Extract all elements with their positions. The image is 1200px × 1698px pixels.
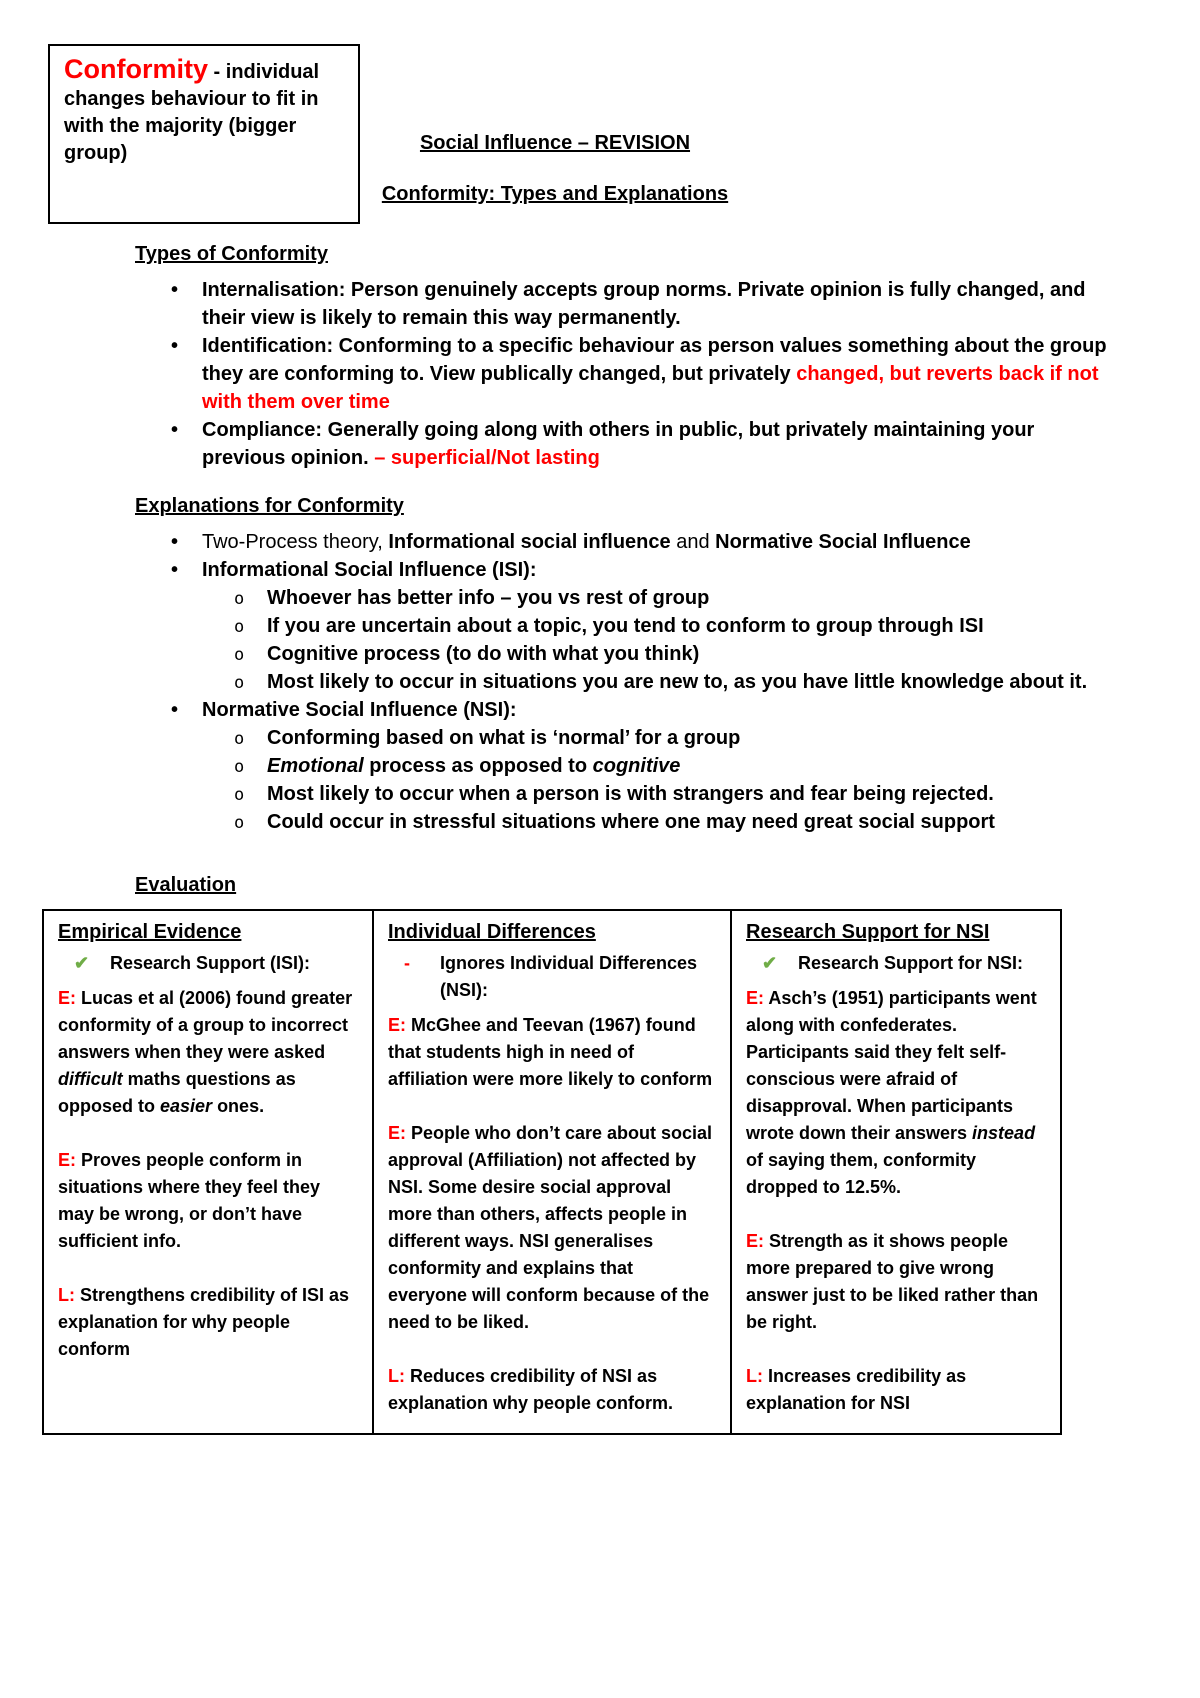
check-icon: ✔ [74,953,90,973]
cell-header: Empirical Evidence [58,921,242,943]
evidence-paragraph [388,1012,716,1093]
check-icon: ✔ [762,953,778,973]
headings-block [45,132,1065,206]
list-item [135,332,1120,416]
list-item [135,696,1120,836]
eval-cell-individual-differences [373,910,731,1434]
cell-bullet-label: Research Support for NSI: [798,953,1024,973]
point-text: McGhee and Teevan (1967) found that students high in need of affiliation were more likely to conform [388,1015,713,1089]
sub-list-item: o Conforming based on what is ‘normal’ for a group [202,724,1120,752]
intro-bold: Informational social influence [388,531,671,553]
cell-bullet-label: Research Support (ISI): [110,953,311,973]
sub-list-item: o Most likely to occur in situations you are new to, as you have little knowledge about it. [202,668,1120,696]
explanations-list [135,528,1120,836]
nsi-sublist [202,724,1120,836]
cell-bullet [58,950,358,977]
point-prefix: L: [746,1366,763,1386]
italic-word: Emotional [267,755,364,777]
list-item [135,556,1120,696]
point-text: Lucas et al (2006) found greater conformity of a group to incorrect answers when they were asked [58,988,353,1062]
term-text: Conforming to a specific behaviour as person values something about the group they are conforming to. View publically changed, but privately [202,335,1107,385]
italic-word: instead [972,1123,1036,1143]
evaluation-table [42,909,1062,1435]
evidence-paragraph [58,1147,358,1255]
conformity-definition-text: - individual changes behaviour to fit in with the majority (bigger group) [64,61,320,164]
point-prefix: E: [58,1150,76,1170]
section-heading-types: Types of Conformity [135,243,328,265]
cell-bullet [746,950,1046,977]
point-text: maths questions as opposed to [58,1069,296,1116]
italic-word: easier [160,1096,213,1116]
point-text: Strengthens credibility of ISI as explanation for why people conform [58,1285,350,1359]
evidence-paragraph [388,1120,716,1336]
evaluation-section [42,874,1060,1435]
evidence-paragraph [746,985,1046,1201]
italic-word: difficult [58,1069,123,1089]
cell-header: Research Support for NSI [746,921,990,943]
point-text: of saying them, conformity dropped to 12.5%. [746,1150,977,1197]
point-prefix: E: [746,988,764,1008]
link-paragraph [746,1363,1046,1417]
types-list [135,276,1120,472]
cell-header: Individual Differences [388,921,596,943]
term-text: Person genuinely accepts group norms. Private opinion is fully changed, and their view is likely to remain this way permanently. [202,279,1086,329]
list-item [135,276,1120,332]
main-content [0,240,1200,856]
list-item [135,416,1120,472]
sub-item-text: process as opposed to [363,755,593,777]
point-prefix: L: [58,1285,75,1305]
point-prefix: E: [746,1231,764,1251]
point-text: Asch’s (1951) participants went along with confederates. Participants said they felt self-conscious were afraid of disapproval. When participants wrote down their answers [746,988,1037,1143]
page-subtitle: Conformity: Types and Explanations [381,183,729,205]
point-prefix: L: [388,1366,405,1386]
italic-word: cognitive [592,755,681,777]
conformity-term: Conformity [64,54,208,84]
intro-text: and [670,531,716,553]
term-red-text: changed, but reverts back if not with them over time [202,363,1099,413]
point-text: Strength as it shows people more prepared to give wrong answer just to be liked rather than be right. [746,1231,1039,1332]
intro-bold: Normative Social Influence [715,531,971,553]
list-item [135,528,1120,556]
intro-text: Two-Process theory, [202,531,389,553]
evidence-paragraph [58,985,358,1120]
dash-icon: - [404,953,410,973]
term-label: Internalisation: [202,279,346,301]
sub-list-item: o Whoever has better info – you vs rest of group [202,584,1120,612]
link-paragraph [58,1282,358,1363]
eval-cell-research-support-nsi [731,910,1061,1434]
section-heading-explanations: Explanations for Conformity [135,495,404,517]
term-label: Compliance: [202,419,323,441]
eval-cell-empirical-evidence [43,910,373,1434]
section-heading-evaluation: Evaluation [135,874,237,896]
link-paragraph [388,1363,716,1417]
sub-list-item [202,752,1120,780]
sub-list-item: o Most likely to occur when a person is with strangers and fear being rejected. [202,780,1120,808]
term-red-text: – superficial/Not lasting [374,447,600,469]
point-text: Increases credibility as explanation for NSI [746,1366,967,1413]
sub-list-item: o Could occur in stressful situations where one may need great social support [202,808,1120,836]
term-text: Generally going along with others in public, but privately maintaining your previous opinion. [202,419,1035,469]
isi-sublist [202,584,1120,696]
sub-list-item: o Cognitive process (to do with what you think) [202,640,1120,668]
isi-label: Informational Social Influence (ISI): [202,559,537,581]
point-prefix: E: [388,1123,406,1143]
page-title: Social Influence – REVISION [419,132,691,154]
sub-list-item: o If you are uncertain about a topic, you tend to conform to group through ISI [202,612,1120,640]
point-prefix: E: [388,1015,406,1035]
term-label: Identification: [202,335,334,357]
cell-bullet [388,950,716,1004]
point-text: Reduces credibility of NSI as explanation why people conform. [388,1366,674,1413]
point-text: Proves people conform in situations where they feel they may be wrong, or don’t have sufficient info. [58,1150,321,1251]
evidence-paragraph [746,1228,1046,1336]
cell-bullet-label: Ignores Individual Differences (NSI): [440,953,698,1000]
point-prefix: E: [58,988,76,1008]
point-text: People who don’t care about social approval (Affiliation) not affected by NSI. Some desire social approval more than others, affects people in different ways. NSI generalises conformity and explains that everyone will conform because of the need to be liked. [388,1123,713,1332]
nsi-label: Normative Social Influence (NSI): [202,699,517,721]
point-text: ones. [212,1096,265,1116]
